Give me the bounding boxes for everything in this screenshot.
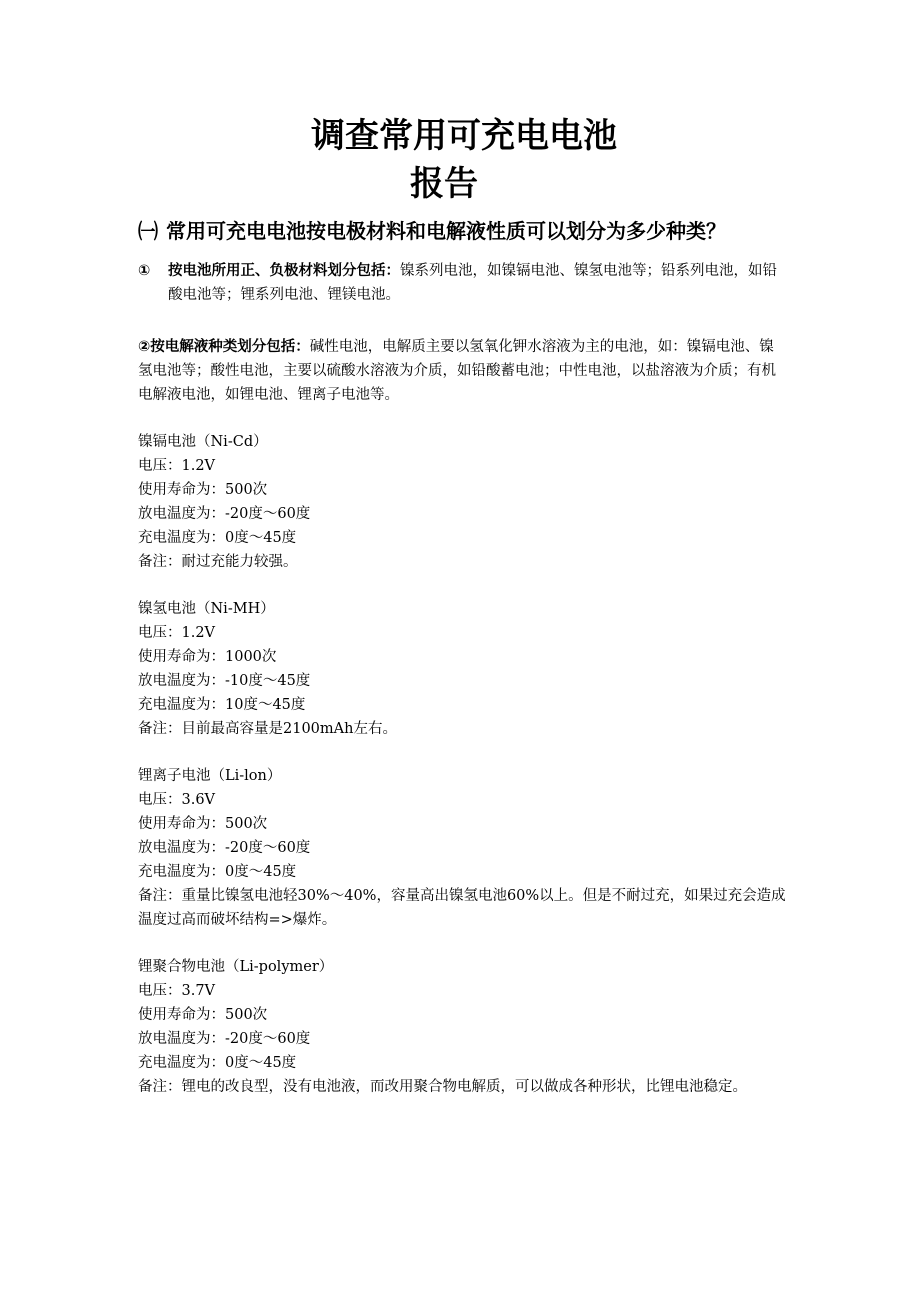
battery-life: 使用寿命为：1000次 xyxy=(138,649,277,665)
battery-name: 锂聚合物电池（Li-polymer） xyxy=(138,959,334,975)
battery-note: 备注：重量比镍氢电池轻30%～40%，容量高出镍氢电池60%以上。但是不耐过充，如果过充会造成温度过高而破坏结构=>爆炸。 xyxy=(138,888,786,928)
item-label: ②按电解液种类划分包括： xyxy=(138,339,310,355)
battery-life: 使用寿命为：500次 xyxy=(138,816,268,832)
battery-discharge-temp: 放电温度为：-10度～45度 xyxy=(138,673,311,689)
section-title: 常用可充电电池按电极材料和电解液性质可以划分为多少种类？ xyxy=(166,219,726,243)
battery-note: 备注：目前最高容量是2100mAh左右。 xyxy=(138,721,397,737)
battery-charge-temp: 充电温度为：10度～45度 xyxy=(138,697,306,713)
battery-name: 锂离子电池（Li-lon） xyxy=(138,768,282,784)
battery-entry-li-polymer xyxy=(138,955,786,1099)
item-marker: ① xyxy=(138,263,151,279)
section-number: ㈠ xyxy=(138,219,158,243)
battery-life: 使用寿命为：500次 xyxy=(138,482,268,498)
battery-entry-li-ion xyxy=(138,764,786,932)
battery-name: 镍氢电池（Ni-MH） xyxy=(138,601,275,617)
document-title-line2: 报告 xyxy=(410,164,478,204)
classification-by-electrode xyxy=(138,259,786,307)
battery-discharge-temp: 放电温度为：-20度～60度 xyxy=(138,506,311,522)
battery-discharge-temp: 放电温度为：-20度～60度 xyxy=(138,840,311,856)
battery-charge-temp: 充电温度为：0度～45度 xyxy=(138,1055,297,1071)
item-text: 碱性电池，电解质主要以氢氧化钾水溶液为主的电池，如：镍镉电池、镍氢电池等；酸性电池，主要以硫酸水溶液为介质，如铅酸蓄电池；中性电池，以盐溶液为介质；有机电解液电池，如锂电池、锂离子电池等。 xyxy=(138,339,776,403)
battery-discharge-temp: 放电温度为：-20度～60度 xyxy=(138,1031,311,1047)
battery-entry-ni-mh xyxy=(138,597,786,741)
battery-voltage: 电压：3.7V xyxy=(138,983,216,999)
battery-note: 备注：耐过充能力较强。 xyxy=(138,554,298,570)
item-label: 按电池所用正、负极材料划分包括： xyxy=(168,263,400,279)
section-heading xyxy=(138,214,798,248)
document-title-line1: 调查常用可充电电池 xyxy=(311,116,617,156)
battery-charge-temp: 充电温度为：0度～45度 xyxy=(138,864,297,880)
battery-charge-temp: 充电温度为：0度～45度 xyxy=(138,530,297,546)
battery-voltage: 电压：1.2V xyxy=(138,625,216,641)
battery-life: 使用寿命为：500次 xyxy=(138,1007,268,1023)
battery-name: 镍镉电池（Ni-Cd） xyxy=(138,434,268,450)
battery-entry-ni-cd xyxy=(138,430,786,574)
battery-voltage: 电压：3.6V xyxy=(138,792,216,808)
classification-by-electrolyte xyxy=(138,335,786,407)
item-text: 镍系列电池，如镍镉电池、镍氢电池等；铅系列电池，如铅酸电池等；锂系列电池、锂镁电池。 xyxy=(168,263,777,303)
battery-voltage: 电压：1.2V xyxy=(138,458,216,474)
battery-note: 备注：锂电的改良型，没有电池液，而改用聚合物电解质，可以做成各种形状，比锂电池稳定。 xyxy=(138,1079,747,1095)
